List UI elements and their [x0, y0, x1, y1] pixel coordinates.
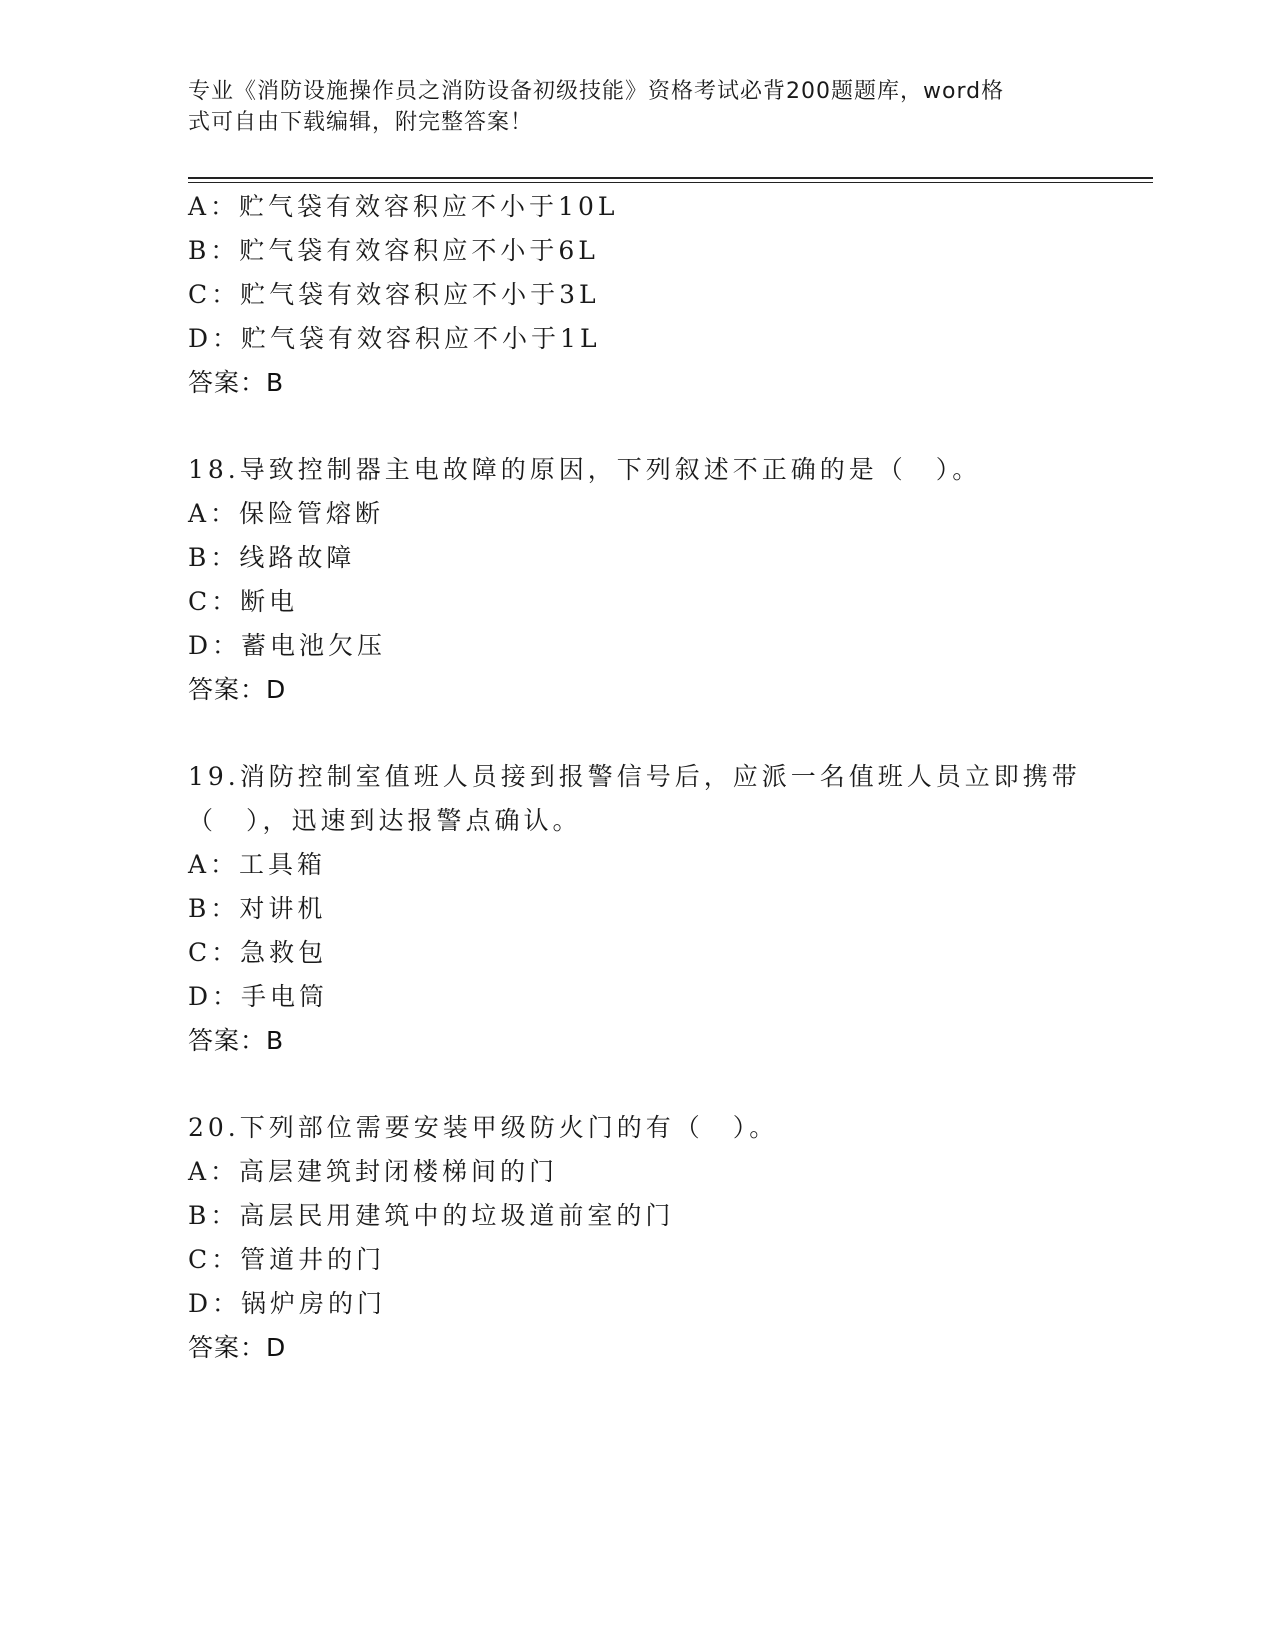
document-header	[188, 76, 1088, 138]
header-line-1: 专业《消防设施操作员之消防设备初级技能》资格考试必背200题题库，word格	[188, 79, 1005, 104]
header-divider-thin	[188, 182, 1153, 183]
q19-option-b: B：对讲机	[188, 894, 327, 923]
q18-option-a: A：保险管熔断	[188, 499, 385, 528]
q20-answer: 答案：D	[188, 1333, 287, 1362]
q18-stem: 18.导致控制器主电故障的原因，下列叙述不正确的是（ ）。	[188, 455, 982, 484]
q18-option-b: B：线路故障	[188, 543, 356, 572]
q18-option-d: D：蓄电池欠压	[188, 631, 387, 660]
q19-option-d: D：手电筒	[188, 982, 329, 1011]
q17-answer: 答案：B	[188, 368, 285, 397]
q20-option-d: D：锅炉房的门	[188, 1289, 387, 1318]
q19-option-a: A：工具箱	[188, 850, 327, 879]
q19-option-c: C：急救包	[188, 938, 328, 967]
q20-stem: 20.下列部位需要安装甲级防火门的有（ ）。	[188, 1113, 779, 1142]
q17-option-b: B：贮气袋有效容积应不小于6L	[188, 236, 599, 265]
header-line-2: 式可自由下载编辑，附完整答案！	[188, 110, 534, 135]
q17-option-d: D：贮气袋有效容积应不小于1L	[188, 324, 601, 353]
q18-option-c: C：断电	[188, 587, 299, 616]
q17-option-a: A：贮气袋有效容积应不小于10L	[188, 192, 619, 221]
header-divider-thick	[188, 177, 1153, 179]
q20-option-b: B：高层民用建筑中的垃圾道前室的门	[188, 1201, 675, 1230]
q19-answer: 答案：B	[188, 1026, 285, 1055]
q20-option-c: C：管道井的门	[188, 1245, 386, 1274]
q17-option-c: C：贮气袋有效容积应不小于3L	[188, 280, 600, 309]
q19-stem-line-2: （ ），迅速到达报警点确认。	[188, 806, 582, 835]
q19-stem-line-1: 19.消防控制室值班人员接到报警信号后，应派一名值班人员立即携带	[188, 762, 1081, 791]
q20-option-a: A：高层建筑封闭楼梯间的门	[188, 1157, 559, 1186]
q18-answer: 答案：D	[188, 675, 287, 704]
